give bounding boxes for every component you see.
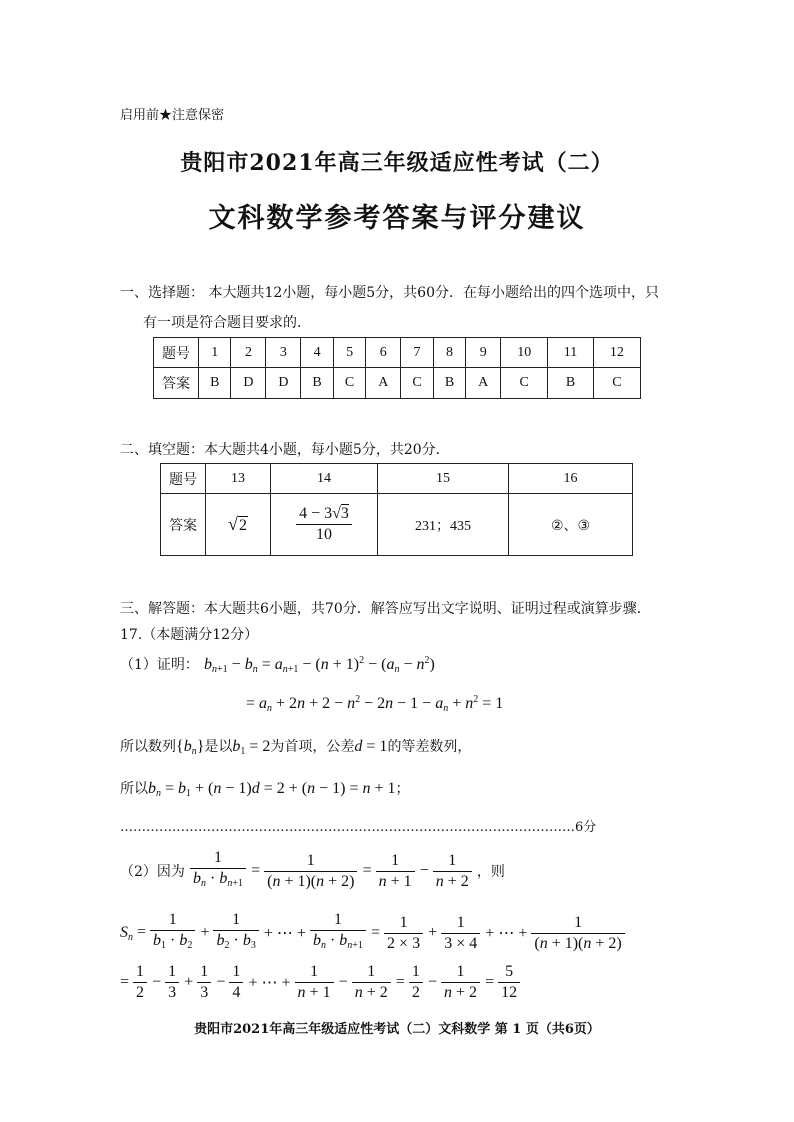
number-cell: 16 (509, 464, 633, 494)
sn-line2: = $\frac{1}{2}$ − $\frac{1}{3}$ + $\frac{1}{3}$ − $\frac{1}{4}$ + ⋯ + $\frac{1}{n + 1}$ − $\frac{1}{n + 2}$ = $\frac{1}{2}$ − $\frac{1}{n + 2}$ = $\frac{5}{12}$ (120, 962, 520, 1003)
number-cell: 4 (301, 338, 333, 368)
part1-label: （1）证明： (120, 657, 199, 673)
section3-intro: 三、解答题：本大题共6小题，共70分．解答应写出文字说明、证明过程或演算步骤． (120, 601, 651, 617)
answer-cell: A (466, 368, 501, 399)
number-cell: 5 (333, 338, 365, 368)
number-cell: 15 (378, 464, 509, 494)
answer-cell: B (199, 368, 231, 399)
fill-answer-row (161, 494, 633, 556)
part1-line1 (120, 654, 435, 675)
formula: $b_{n+1} - b_n = a_{n+1} - (n + 1)^2 - (a_n - n^2)$ (204, 655, 435, 675)
answer-key-title: 文科数学参考答案与评分建议 (208, 203, 586, 234)
number-cell: 7 (401, 338, 433, 368)
number-cell: 13 (206, 464, 271, 494)
answer-cell: B (301, 368, 333, 399)
choice-number-row (154, 338, 641, 368)
fill-answer-table (160, 463, 633, 556)
seq-statement: 所以数列$\{b_n\}$是以$b_1 = 2$为首项，公差d = 1的等差数列， (120, 738, 472, 757)
score-line: ……………………………………………………………………………………………6分 (120, 820, 597, 835)
answer-cell: C (593, 368, 640, 399)
fill-number-row (161, 464, 633, 494)
part1-line2: = $a_n + 2n + 2 - n^2 - 2n - 1 - a_n + n^2 = 1$ (246, 694, 504, 714)
part2-line1: （2）因为 $\frac{1}{b_n \cdot b_{n+1}}$ = $\frac{1}{(n + 1)(n + 2)}$ = $\frac{1}{n + 1}$ − $\frac{1}{n + 2}$ ，则 (120, 848, 505, 894)
answer-cell: B (548, 368, 594, 399)
section2-intro: 二、填空题：本大题共4小题，每小题5分，共20分． (120, 442, 450, 458)
number-cell: 11 (548, 338, 594, 368)
choice-answer-row (154, 368, 641, 399)
section1-intro-line2: 有一项是符合题目要求的． (143, 315, 311, 331)
answer-cell: B (433, 368, 465, 399)
number-cell: 12 (593, 338, 640, 368)
bn-formula: 所以$b_n = b_1 + (n - 1)d = 2 + (n - 1) = n + 1$； (120, 780, 410, 799)
q17-title: 17.（本题满分12分） (120, 627, 259, 643)
answer-cell: C (401, 368, 433, 399)
confidential-note: 启用前★注意保密 (120, 108, 225, 123)
answer-cell-15: 231；435 (378, 494, 509, 556)
page-footer: 贵阳市2021年高三年级适应性考试（二）文科数学 第 1 页（共6页） (194, 1022, 600, 1037)
number-cell: 9 (466, 338, 501, 368)
number-cell: 14 (271, 464, 378, 494)
answer-cell: D (231, 368, 266, 399)
row-label: 题号 (161, 464, 206, 494)
section1-intro-line1: 一、选择题： 本大题共12小题，每小题5分，共60分．在每小题给出的四个选项中，只 (120, 285, 659, 301)
answer-cell: C (333, 368, 365, 399)
answer-cell: D (266, 368, 301, 399)
sn-line1: $S_n$ = $\frac{1}{b_1 \cdot b_2}$ + $\frac{1}{b_2 \cdot b_3}$ + ⋯ + $\frac{1}{b_n \cdot b_{n+1}}$ = $\frac{1}{2 \times 3}$ + $\frac{1}{3 \times 4}$ + ⋯ + $\frac{1}{(n + 1)(n + 2)}$ (120, 910, 625, 956)
answer-cell: A (366, 368, 401, 399)
answer-cell-13: √2 (206, 494, 271, 556)
exam-title: 贵阳市2021年高三年级适应性考试（二） (180, 150, 614, 176)
answer-cell: C (501, 368, 548, 399)
row-label: 答案 (154, 368, 199, 399)
number-cell: 8 (433, 338, 465, 368)
number-cell: 2 (231, 338, 266, 368)
row-label: 答案 (161, 494, 206, 556)
fraction: $\frac{4 - 3√3}{10}$ (296, 504, 352, 545)
number-cell: 1 (199, 338, 231, 368)
row-label: 题号 (154, 338, 199, 368)
choice-answer-table (153, 337, 641, 399)
number-cell: 10 (501, 338, 548, 368)
number-cell: 6 (366, 338, 401, 368)
number-cell: 3 (266, 338, 301, 368)
answer-cell-16: ②、③ (509, 494, 633, 556)
answer-cell-14 (271, 494, 378, 556)
